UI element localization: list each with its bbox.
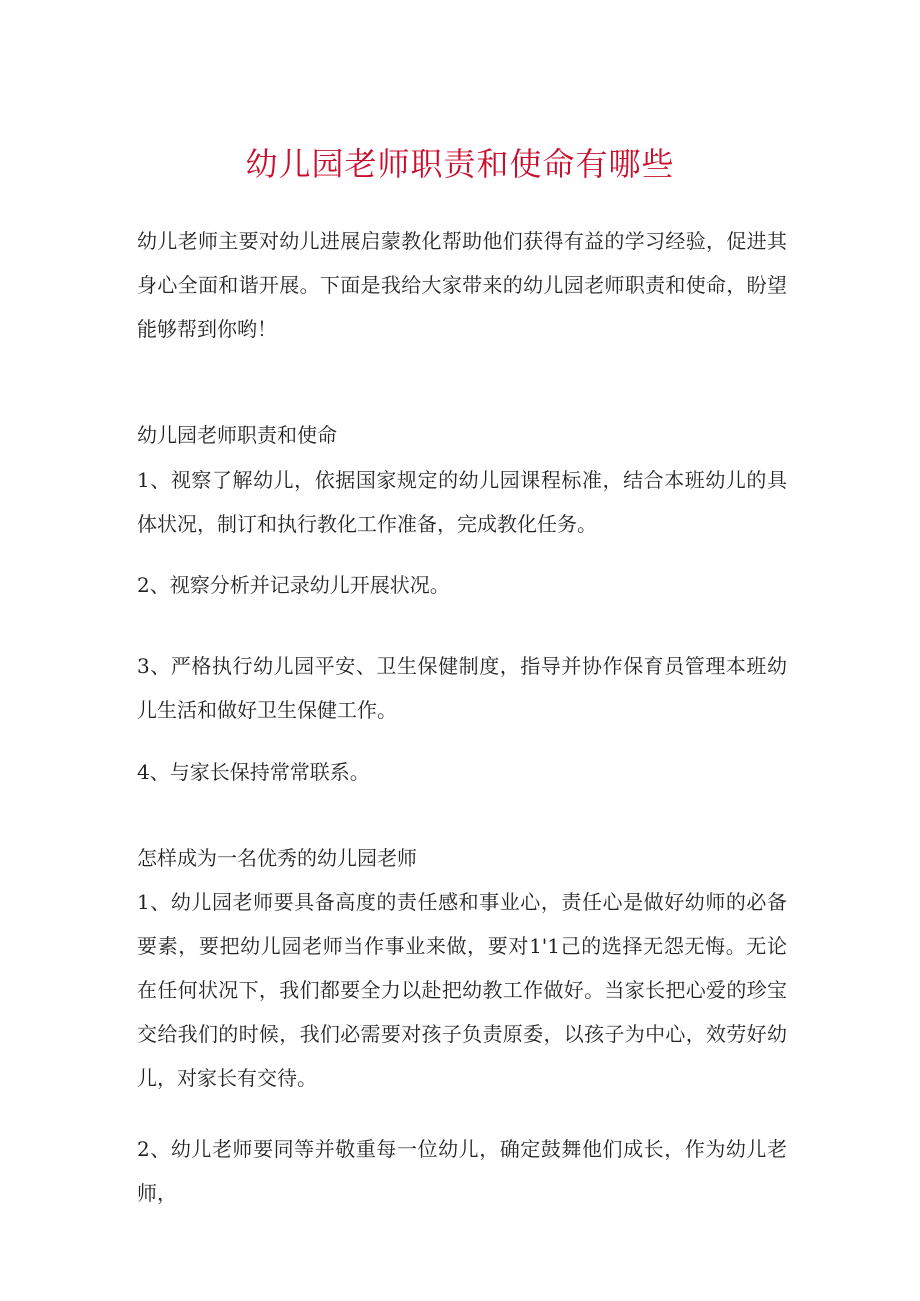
- section-heading-duties: 幼儿园老师职责和使命: [137, 423, 337, 447]
- excellent-item-1: 1、幼儿园老师要具备高度的责任感和事业心，责任心是做好幼师的必备要素，要把幼儿园老师当作事业来做，要对1'1己的选择无怨无悔。无论在任何状况下，我们都要全力以赴把幼教工作做好。当家长把心爱的珍宝交给我们的时候，我们必需要对孩子负责原委，以孩子为中心，效劳好幼儿，对家长有交待。: [137, 890, 787, 1090]
- section-heading-excellent-teacher: 怎样成为一名优秀的幼儿园老师: [137, 846, 417, 870]
- duty-item-1: 1、视察了解幼儿，依据国家规定的幼儿园课程标准，结合本班幼儿的具体状况，制订和执行教化工作准备，完成教化任务。: [137, 468, 787, 536]
- duty-item-2: 2、视察分析并记录幼儿开展状况。: [137, 573, 450, 597]
- duty-item-4: 4、与家长保持常常联系。: [137, 760, 370, 784]
- document-title: 幼儿园老师职责和使命有哪些: [245, 145, 675, 183]
- duty-item-3: 3、严格执行幼儿园平安、卫生保健制度，指导并协作保育员管理本班幼儿生活和做好卫生保健工作。: [137, 654, 787, 722]
- intro-paragraph: 幼儿老师主要对幼儿进展启蒙教化帮助他们获得有益的学习经验，促进其身心全面和谐开展。下面是我给大家带来的幼儿园老师职责和使命，盼望能够帮到你哟！: [137, 229, 787, 341]
- excellent-item-2: 2、幼儿老师要同等并敬重每一位幼儿，确定鼓舞他们成长，作为幼儿老师，: [137, 1137, 787, 1205]
